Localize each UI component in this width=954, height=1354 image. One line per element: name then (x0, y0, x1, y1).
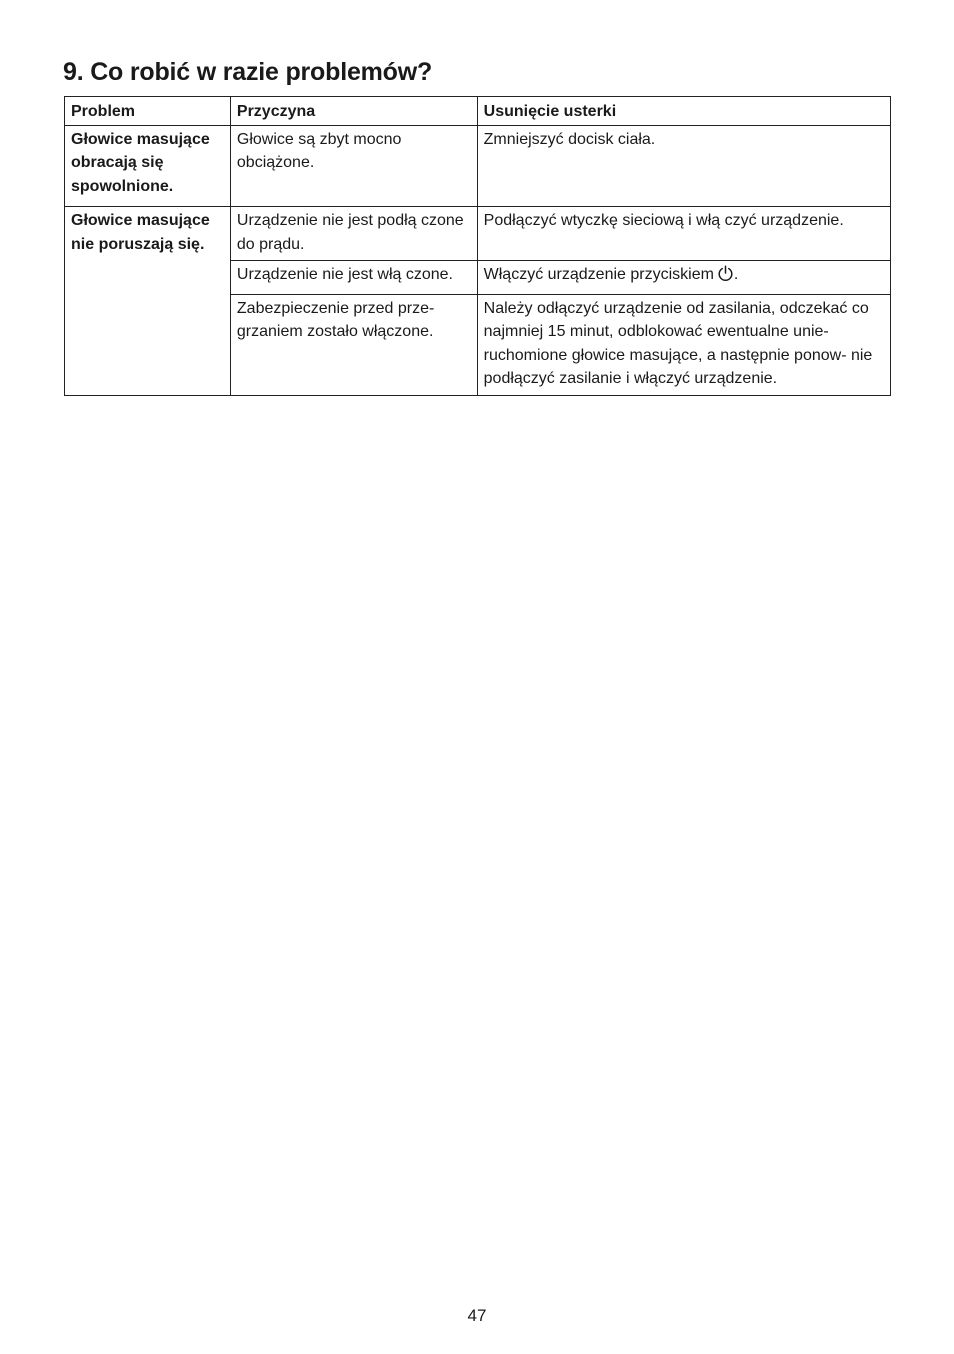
cause-cell: Zabezpieczenie przed prze- grzaniem zostało włączone. (230, 294, 477, 395)
fix-cell: Zmniejszyć docisk ciała. (477, 125, 890, 207)
fix-suffix: . (733, 266, 739, 283)
cause-cell: Urządzenie nie jest podłą czone do prądu. (230, 207, 477, 261)
table-row (65, 125, 891, 207)
fix-cell: Należy odłączyć urządzenie od zasilania, odczekać co najmniej 15 minut, odblokować ewentualne unie- ruchomione głowice masujące, a następnie ponow- nie podłączyć zasilanie i włączyć urządzenie. (477, 294, 890, 395)
problem-cell: Głowice masujące nie poruszają się. (65, 207, 231, 396)
fix-cell (477, 261, 890, 295)
cause-cell: Głowice są zbyt mocno obciążone. (230, 125, 477, 207)
header-fix: Usunięcie usterki (477, 97, 890, 126)
fix-text: Włączyć urządzenie przyciskiem (483, 266, 714, 283)
power-icon (717, 265, 734, 290)
header-cause: Przyczyna (230, 97, 477, 126)
table-row (65, 207, 891, 261)
table-header-row (65, 97, 891, 126)
troubleshooting-table (64, 96, 891, 396)
fix-cell: Podłączyć wtyczkę sieciową i włą czyć urządzenie. (477, 207, 890, 261)
page-title: 9. Co robić w razie problemów? (63, 58, 433, 86)
header-problem: Problem (65, 97, 231, 126)
page-number: 47 (467, 1306, 487, 1325)
problem-cell: Głowice masujące obracają się spowolnione. (65, 125, 231, 207)
cause-cell: Urządzenie nie jest włą czone. (230, 261, 477, 295)
